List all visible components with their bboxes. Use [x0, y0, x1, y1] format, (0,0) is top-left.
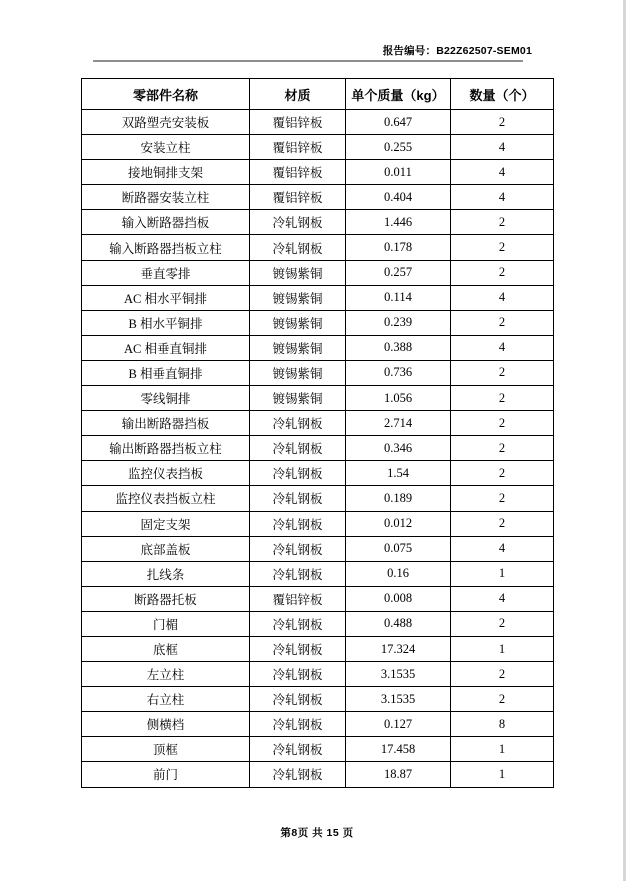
parts-table: [81, 78, 554, 788]
table-cell: 镀锡紫铜: [250, 386, 346, 411]
table-cell: 输入断路器挡板立柱: [82, 235, 250, 260]
table-cell: 2: [451, 110, 554, 135]
table-cell: 8: [451, 712, 554, 737]
table-cell: 0.012: [346, 511, 451, 536]
table-cell: 顶框: [82, 737, 250, 762]
table-cell: 0.011: [346, 160, 451, 185]
table-row: [82, 135, 554, 160]
table-cell: 输入断路器挡板: [82, 210, 250, 235]
table-cell: 冷轧钢板: [250, 536, 346, 561]
table-cell: 1.056: [346, 386, 451, 411]
page-footer: 第8页 共 15 页: [280, 827, 354, 839]
table-cell: 零线铜排: [82, 386, 250, 411]
table-cell: 覆铝锌板: [250, 185, 346, 210]
table-row: [82, 411, 554, 436]
table-cell: 镀锡紫铜: [250, 335, 346, 360]
table-cell: 0.239: [346, 310, 451, 335]
table-cell: 冷轧钢板: [250, 461, 346, 486]
table-row: [82, 386, 554, 411]
table-cell: 监控仪表挡板: [82, 461, 250, 486]
table-cell: 2: [451, 662, 554, 687]
table-cell: 冷轧钢板: [250, 486, 346, 511]
table-cell: 1: [451, 762, 554, 787]
parts-table-body: [82, 110, 554, 788]
table-cell: 2: [451, 210, 554, 235]
report-number-value: B22Z62507-SEM01: [436, 45, 532, 57]
table-cell: 镀锡紫铜: [250, 260, 346, 285]
table-row: [82, 486, 554, 511]
table-row: [82, 235, 554, 260]
table-cell: 冷轧钢板: [250, 511, 346, 536]
table-cell: 底部盖板: [82, 536, 250, 561]
table-cell: 门楣: [82, 611, 250, 636]
table-cell: 冷轧钢板: [250, 235, 346, 260]
table-cell: 0.189: [346, 486, 451, 511]
table-row: [82, 586, 554, 611]
table-cell: 冷轧钢板: [250, 561, 346, 586]
table-row: [82, 687, 554, 712]
table-row: [82, 611, 554, 636]
table-row: [82, 436, 554, 461]
table-cell: 2: [451, 411, 554, 436]
table-row: [82, 210, 554, 235]
table-cell: 1: [451, 561, 554, 586]
table-cell: 固定支架: [82, 511, 250, 536]
table-cell: 2: [451, 687, 554, 712]
column-header-unit-mass: 单个质量（kg）: [346, 79, 451, 110]
table-cell: 2: [451, 360, 554, 385]
table-cell: 4: [451, 135, 554, 160]
table-row: [82, 636, 554, 661]
table-cell: 冷轧钢板: [250, 436, 346, 461]
table-row: [82, 737, 554, 762]
table-cell: 4: [451, 285, 554, 310]
table-cell: 冷轧钢板: [250, 687, 346, 712]
table-cell: 0.16: [346, 561, 451, 586]
table-cell: 1: [451, 636, 554, 661]
table-row: [82, 185, 554, 210]
table-row: [82, 511, 554, 536]
table-cell: 4: [451, 160, 554, 185]
table-cell: 冷轧钢板: [250, 636, 346, 661]
report-number-label: 报告编号：: [382, 45, 437, 57]
table-row: [82, 762, 554, 787]
table-cell: 2: [451, 486, 554, 511]
table-cell: 0.404: [346, 185, 451, 210]
table-row: [82, 160, 554, 185]
table-cell: 2: [451, 235, 554, 260]
column-header-part-name: 零部件名称: [82, 79, 250, 110]
table-row: [82, 260, 554, 285]
table-cell: AC 相水平铜排: [82, 285, 250, 310]
table-cell: 双路塑壳安装板: [82, 110, 250, 135]
table-cell: 冷轧钢板: [250, 411, 346, 436]
table-row: [82, 310, 554, 335]
table-cell: 左立柱: [82, 662, 250, 687]
table-cell: 0.075: [346, 536, 451, 561]
table-cell: 断路器托板: [82, 586, 250, 611]
table-cell: 前门: [82, 762, 250, 787]
table-cell: 覆铝锌板: [250, 110, 346, 135]
table-cell: 镀锡紫铜: [250, 285, 346, 310]
table-cell: 0.388: [346, 335, 451, 360]
table-cell: 4: [451, 586, 554, 611]
table-cell: B 相水平铜排: [82, 310, 250, 335]
table-cell: 0.008: [346, 586, 451, 611]
table-cell: B 相垂直铜排: [82, 360, 250, 385]
table-cell: 17.324: [346, 636, 451, 661]
table-row: [82, 110, 554, 135]
table-cell: 右立柱: [82, 687, 250, 712]
table-header-row: [82, 79, 554, 110]
report-number-line: [0, 43, 532, 58]
column-header-quantity: 数量（个）: [451, 79, 554, 110]
table-row: [82, 335, 554, 360]
table-cell: 2: [451, 511, 554, 536]
table-cell: 冷轧钢板: [250, 210, 346, 235]
table-row: [82, 285, 554, 310]
table-cell: 安装立柱: [82, 135, 250, 160]
table-cell: 0.114: [346, 285, 451, 310]
table-cell: 2.714: [346, 411, 451, 436]
table-row: [82, 662, 554, 687]
table-cell: 冷轧钢板: [250, 712, 346, 737]
table-cell: 2: [451, 386, 554, 411]
table-cell: 侧横档: [82, 712, 250, 737]
table-cell: 底框: [82, 636, 250, 661]
table-cell: 2: [451, 310, 554, 335]
table-cell: 0.178: [346, 235, 451, 260]
table-cell: 4: [451, 185, 554, 210]
table-row: [82, 461, 554, 486]
table-cell: AC 相垂直铜排: [82, 335, 250, 360]
table-cell: 镀锡紫铜: [250, 310, 346, 335]
table-cell: 0.127: [346, 712, 451, 737]
table-cell: 输出断路器挡板: [82, 411, 250, 436]
table-cell: 冷轧钢板: [250, 762, 346, 787]
table-cell: 1: [451, 737, 554, 762]
table-cell: 覆铝锌板: [250, 135, 346, 160]
table-cell: 接地铜排支架: [82, 160, 250, 185]
table-cell: 4: [451, 335, 554, 360]
column-header-material: 材质: [250, 79, 346, 110]
table-cell: 2: [451, 436, 554, 461]
table-cell: 0.257: [346, 260, 451, 285]
table-cell: 0.346: [346, 436, 451, 461]
table-cell: 2: [451, 461, 554, 486]
table-cell: 垂直零排: [82, 260, 250, 285]
table-cell: 冷轧钢板: [250, 662, 346, 687]
table-cell: 4: [451, 536, 554, 561]
table-cell: 监控仪表挡板立柱: [82, 486, 250, 511]
table-row: [82, 360, 554, 385]
table-cell: 断路器安装立柱: [82, 185, 250, 210]
table-cell: 0.488: [346, 611, 451, 636]
table-cell: 18.87: [346, 762, 451, 787]
table-cell: 2: [451, 611, 554, 636]
table-cell: 17.458: [346, 737, 451, 762]
table-cell: 镀锡紫铜: [250, 360, 346, 385]
table-cell: 扎线条: [82, 561, 250, 586]
table-cell: 冷轧钢板: [250, 737, 346, 762]
table-row: [82, 561, 554, 586]
table-cell: 冷轧钢板: [250, 611, 346, 636]
table-cell: 1.54: [346, 461, 451, 486]
table-cell: 0.255: [346, 135, 451, 160]
table-cell: 0.736: [346, 360, 451, 385]
table-cell: 输出断路器挡板立柱: [82, 436, 250, 461]
table-cell: 3.1535: [346, 662, 451, 687]
table-cell: 2: [451, 260, 554, 285]
header-divider: [93, 60, 523, 62]
table-cell: 0.647: [346, 110, 451, 135]
table-cell: 覆铝锌板: [250, 586, 346, 611]
table-row: [82, 536, 554, 561]
table-cell: 1.446: [346, 210, 451, 235]
table-cell: 覆铝锌板: [250, 160, 346, 185]
table-cell: 3.1535: [346, 687, 451, 712]
table-row: [82, 712, 554, 737]
